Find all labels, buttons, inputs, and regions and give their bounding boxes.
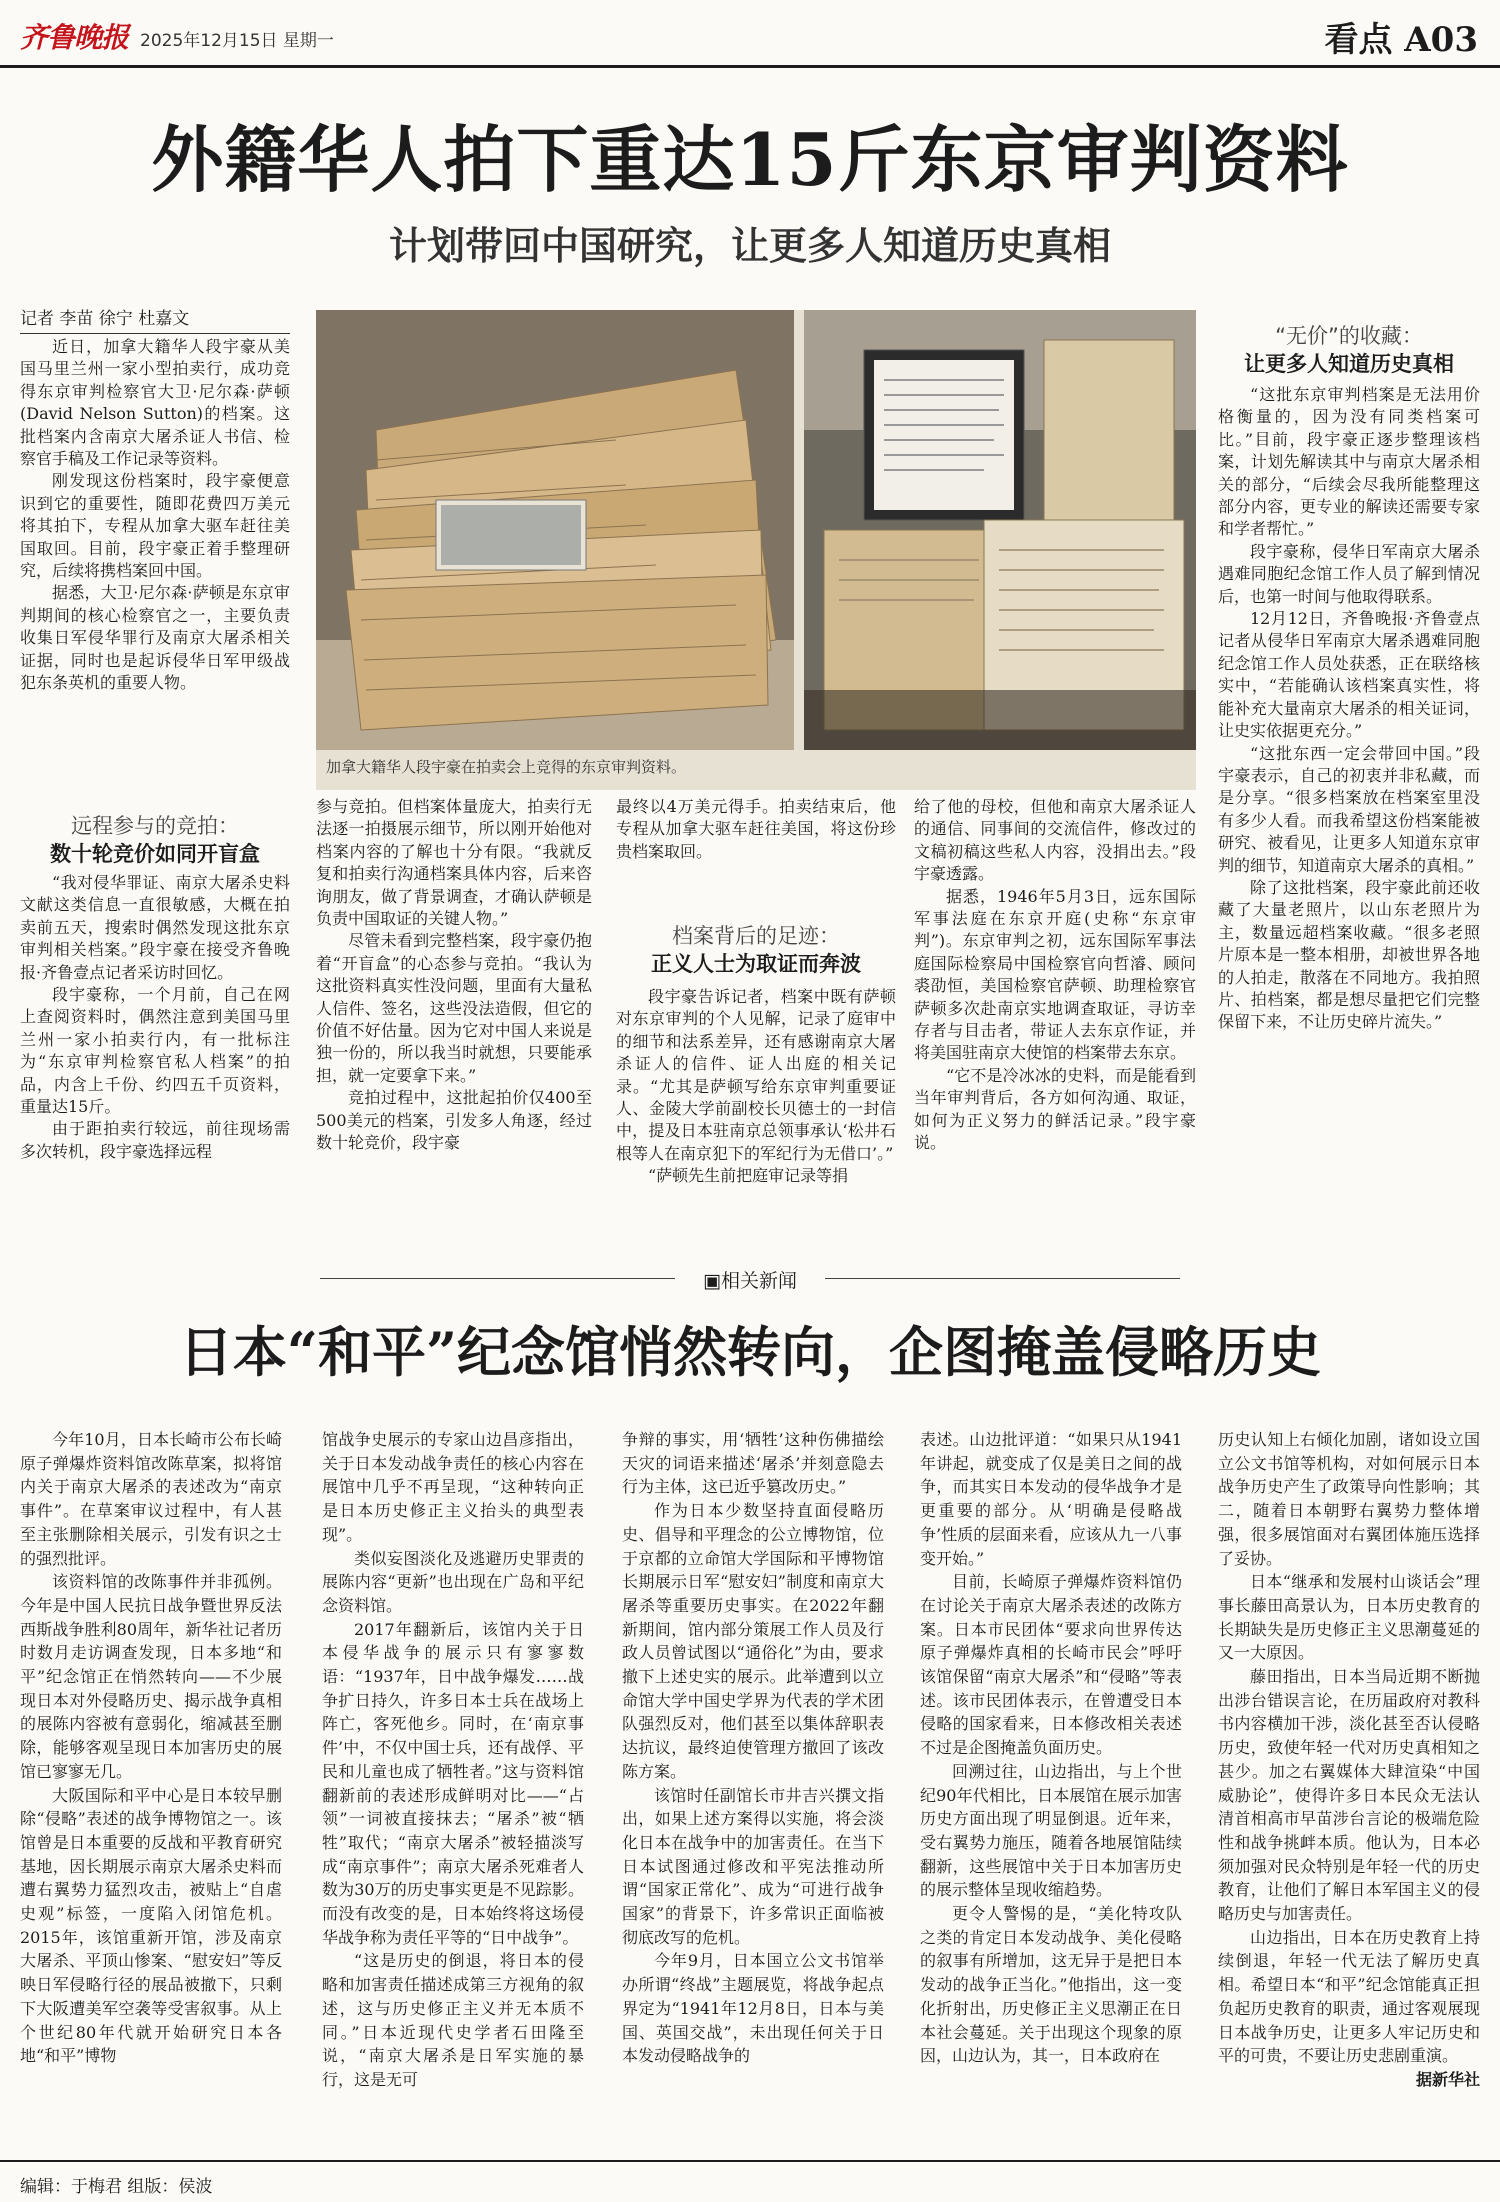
paragraph: 据悉，1946年5月3日，远东国际军事法庭在东京开庭(史称“东京审判”)。东京审判之初，远东国际军事法庭国际检察局中国检察官向哲濬、顾问裘劭恒，美国检察官萨顿、助理检察官萨顿多次赴南京实地调查取证，寻访幸存者与目击者，带证人去东京作证，并将美国驻南京大使馆的档案带去东京。 xyxy=(914,886,1196,1063)
article-column-4 xyxy=(914,796,1196,1222)
editor-footer xyxy=(0,2160,1500,2202)
related-column-5 xyxy=(1218,1428,1480,2138)
square-icon: ▣ xyxy=(703,1270,721,1292)
divider-line xyxy=(320,1278,675,1279)
divider-line xyxy=(825,1278,1180,1279)
paragraph: 由于距拍卖行较远，前往现场需多次转机，段宇豪选择远程 xyxy=(20,1119,290,1161)
paragraph: “这是历史的倒退，将日本的侵略和加害责任描述成第三方视角的叙述，这与历史修正主义并无本质不同。”日本近现代史学者石田隆至说，“南京大屠杀是日军实施的暴行，这是无可 xyxy=(322,1951,584,2089)
related-news-label xyxy=(690,1266,810,1293)
paragraph: 日本“继承和发展村山谈话会”理事长藤田高景认为，日本历史教育的长期缺失是历史修正主义思潮蔓延的又一大原因。 xyxy=(1218,1572,1480,1663)
paragraph: 据悉，大卫·尼尔森·萨顿是东京审判期间的核心检察官之一，主要负责收集日军侵华罪行及南京大屠杀相关证据，同时也是起诉侵华日军甲级战犯东条英机的重要人物。 xyxy=(20,583,290,693)
related-column-1 xyxy=(20,1428,282,2138)
archive-stack-photo xyxy=(316,310,794,750)
paragraph: 大阪国际和平中心是日本较早删除“侵略”表述的战争博物馆之一。该馆曾是日本重要的反战和平教育研究基地，因长期展示南京大屠杀史料而遭右翼势力猛烈攻击，被贴上“自虐史观”标签，一度陷入闭馆危机。2015年，该馆重新开馆，涉及南京大屠杀、平顶山惨案、“慰安妇”等反映日军侵略行径的展品被撤下，只剩下大阪遭美军空袭等受害叙事。从上个世纪80年代就开始研究日本各地“和平”博物 xyxy=(20,1785,282,2066)
article-column-1a xyxy=(20,336,290,812)
paragraph: 争辩的事实，用‘牺牲’这种伤佛描绘天灾的词语来描述‘屠杀’并刻意隐去行为主体，这已近乎篡改历史。” xyxy=(622,1430,884,1497)
paragraph: 山边指出，日本在历史教育上持续倒退，年轻一代无法了解历史真相。希望日本“和平”纪念馆能真正担负起历史教育的职责，通过客观展现日本战争历史，让更多人牢记历史和平的可贵，不要让历史悲剧重演。 xyxy=(1218,1927,1480,2066)
paragraph: 尽管未看到完整档案，段宇豪仍抱着“开盲盒”的心态参与竞拍。“我认为这批资料真实性没问题，里面有大量私人信件、签名，这些没法造假，但它的价值不好估量。因为它对中国人来说是独一份的，所以我当时就想，只要能承担，就一定要拿下来。” xyxy=(316,931,592,1085)
article-column-1b xyxy=(20,872,290,1222)
paragraph: 最终以4万美元得手。拍卖结束后，他专程从加拿大驱车赶往美国，将这份珍贵档案取回。 xyxy=(616,797,896,861)
paragraph: 竞拍过程中，这批起拍价仅400至500美元的档案，引发多人角逐，经过数十轮竞价，段宇豪 xyxy=(316,1088,592,1153)
photo-block xyxy=(316,310,1196,790)
related-column-2 xyxy=(322,1428,584,2138)
related-column-3 xyxy=(622,1428,884,2138)
section-heading-3 xyxy=(1218,322,1480,378)
photo-caption: 加拿大籍华人段宇豪在拍卖会上竞得的东京审判资料。 xyxy=(326,758,687,776)
paragraph: 目前，长崎原子弹爆炸资料馆仍在讨论关于南京大屠杀表述的改陈方案。日本市民团体“要求向世界传达原子弹爆炸真相的长崎市民会”呼吁该馆保留“南京大屠杀”和“侵略”等表述。该市民团体表示，在曾遭受日本侵略的国家看来，日本修改相关表述不过是企图掩盖负面历史。 xyxy=(920,1572,1182,1758)
main-headline: 外籍华人拍下重达15斤东京审判资料 xyxy=(151,117,1349,202)
paragraph: “这批东京审判档案是无法用价格衡量的，因为没有同类档案可比。”目前，段宇豪正逐步整理该档案，计划先解读其中与南京大屠杀相关的部分，“后续会尽我所能整理这部分内容，更专业的解读还需要专家和学者帮忙。” xyxy=(1218,385,1480,539)
paragraph: 近日，加拿大籍华人段宇豪从美国马里兰州一家小型拍卖行，成功竞得东京审判检察官大卫·尼尔森·萨顿(David Nelson Sutton)的档案。这批档案内含南京大屠杀证人书信、检察官手稿及工作记录等资料。 xyxy=(20,337,290,469)
section-kicker: “无价”的收藏： xyxy=(1275,324,1423,348)
paragraph: “它不是冷冰冰的史料，而是能看到当年审判背后，各方如何沟通、取证，如何为正义努力的鲜活记录。”段宇豪说。 xyxy=(914,1065,1196,1153)
related-headline: 日本“和平”纪念馆悄然转向，企图掩盖侵略历史 xyxy=(178,1320,1322,1384)
paragraph: “我对侵华罪证、南京大屠杀史料文献这类信息一直很敏感，大概在拍卖前五天，搜索时偶然发现这批东京审判相关档案。”段宇豪在接受齐鲁晚报·齐鲁壹点记者采访时回忆。 xyxy=(20,873,290,982)
sub-headline: 计划带回中国研究，让更多人知道历史真相 xyxy=(388,224,1111,268)
paragraph: 藤田指出，日本当局近期不断抛出涉台错误言论，在历届政府对教科书内容横加干涉，淡化甚至否认侵略历史，致使年轻一代对历史真相知之甚少。加之右翼媒体大肆渲染“中国威胁论”，使得许多日本民众无法认清首相高市早苗涉台言论的极端危险性和战争挑衅本质。他认为，日本必须加强对民众特别是年轻一代的历史教育，让他们了解日本军国主义的侵略历史与加害责任。 xyxy=(1218,1667,1480,1924)
paragraph: 给了他的母校，但他和南京大屠杀证人的通信、同事间的交流信件，修改过的文稿初稿这些私人内容，没捐出去。”段宇豪透露。 xyxy=(914,797,1196,884)
related-news-divider xyxy=(320,1266,1180,1292)
paragraph: 今年9月，日本国立公文书馆举办所谓“终战”主题展览，将战争起点界定为“1941年12月8日，日本与美国、英国交战”，未出现任何关于日本发动侵略战争的 xyxy=(622,1951,884,2066)
paragraph: 馆战争史展示的专家山边昌彦指出，关于日本发动战争责任的核心内容在展馆中几乎不再呈现，“这种转向正是日本历史修正主义抬头的典型表现”。 xyxy=(322,1430,584,1544)
article-column-3b xyxy=(616,986,896,1222)
paragraph: 2017年翻新后，该馆内关于日本侵华战争的展示只有寥寥数语：“1937年，日中战争爆发……战争扩日持久，许多日本士兵在战场上阵亡，客死他乡。同时，在‘南京事件’中，不仅中国士兵，还有战俘、平民和儿童也成了牺牲者。”这与资料馆翻新前的表述形成鲜明对比——“占领”一词被直接抹去；“屠杀”被“牺牲”取代；“南京大屠杀”被轻描淡写成“南京事件”；南京大屠杀死难者人数为30万的历史事实更是不见踪影。而没有改变的是，日本始终将这场侵华战争称为责任平等的“日中战争”。 xyxy=(322,1619,584,1947)
paragraph: 该馆时任副馆长市井吉兴撰文指出，如果上述方案得以实施，将会淡化日本在战争中的加害责任。在当下日本试图通过修改和平宪法推动所谓“国家正常化”、成为“可进行战争国家”的背景下，许多常识正面临被彻底改写的危机。 xyxy=(622,1785,884,1947)
masthead xyxy=(0,0,1500,68)
article-column-5 xyxy=(1218,384,1480,1222)
paragraph: 段宇豪称，一个月前，自己在网上查阅资料时，偶然注意到美国马里兰州一家小拍卖行内，有一批标注为“东京审判检察官私人档案”的拍品，内含上千份、约四五千页资料，重量达15斤。 xyxy=(20,985,290,1117)
page-section-label: 看点 A03 xyxy=(1324,20,1478,60)
news-source: 据新华社 xyxy=(1415,2069,1480,2089)
paragraph: 回溯过往，山边指出，与上个世纪90年代相比，日本展馆在展示加害历史方面出现了明显倒退。近年来，受右翼势力施压，随着各地展馆陆续翻新，这些展馆中关于日本加害历史的展示整体呈现收缩趋势。 xyxy=(920,1761,1182,1900)
archive-documents-photo xyxy=(804,310,1196,750)
paragraph: “萨顿先生前把庭审记录等捐 xyxy=(648,1166,849,1186)
paragraph: 段宇豪称，侵华日军南京大屠杀遇难同胞纪念馆工作人员了解到情况后，也第一时间与他取得联系。 xyxy=(1218,541,1480,606)
paragraph: 今年10月，日本长崎市公布长崎原子弹爆炸资料馆改陈草案，拟将馆内关于南京大屠杀的表述改为“南京事件”。在草案审议过程中，有人甚至主张删除相关展示，引发有识之士的强烈批评。 xyxy=(20,1430,282,1568)
paragraph: “这批东西一定会带回中国。”段宇豪表示，自己的初衷并非私藏，而是分享。“很多档案放在档案室里没有多少人看。而我希望这份档案能被研究、被看见，让更多人知道东京审判的细节，知道南京大屠杀的真相。” xyxy=(1218,743,1480,875)
paragraph: 类似妄图淡化及逃避历史罪责的展陈内容“更新”也出现在广岛和平纪念资料馆。 xyxy=(322,1548,584,1615)
paragraph: 12月12日，齐鲁晚报·齐鲁壹点记者从侵华日军南京大屠杀遇难同胞纪念馆工作人员处获悉，正在联络核实中，“若能确认该档案真实性，将能补充大量南京大屠杀的相关证词，让史实依据更充分。” xyxy=(1218,609,1480,741)
publication-date: 2025年12月15日 星期一 xyxy=(140,31,334,51)
paragraph: 作为日本少数坚持直面侵略历史、倡导和平理念的公立博物馆，位于京都的立命馆大学国际和平博物馆长期展示日军“慰安妇”制度和南京大屠杀等重要历史事实。在2022年翻新期间，馆内部分策展工作人员及行政人员曾试图以“通俗化”为由，要求撤下上述史实的展示。此举遭到以立命馆大学中国史学界为代表的学术团队强烈反对，他们甚至以集体辞职表达抗议，最终迫使管理方撤回了该改陈方案。 xyxy=(622,1501,884,1781)
paragraph: 除了这批档案，段宇豪此前还收藏了大量老照片，以山东老照片为主，数量远超档案收藏。“很多老照片原本是一整本相册，却被世界各地的人拍走，散落在不同地方。我拍照片、拍档案，都是想尽量把它们完整保留下来，不让历史碎片流失。” xyxy=(1218,877,1480,1032)
section-deck: 让更多人知道历史真相 xyxy=(1244,351,1454,376)
paragraph: 历史认知上右倾化加剧，诸如设立国立公文书馆等机构，对如何展示日本战争历史产生了政策导向性影响；其二，随着日本朝野右翼势力整体增强，很多展馆面对右翼团体施压选择了妥协。 xyxy=(1218,1430,1480,1568)
byline: 记者 李苗 徐宁 杜嘉文 xyxy=(20,304,290,334)
section-deck: 数十轮竞价如同开盲盒 xyxy=(50,841,260,866)
related-news-text: 相关新闻 xyxy=(720,1270,797,1292)
section-heading-1 xyxy=(20,812,290,868)
paragraph: 该资料馆的改陈事件并非孤例。今年是中国人民抗日战争暨世界反法西斯战争胜利80周年，新华社记者历时数月走访调查发现，日本多地“和平”纪念馆正在悄然转向——不少展现日本对外侵略历史、揭示战争真相的展陈内容被有意弱化，缩减甚至删除，能够客观呈现日本加害历史的展馆已寥寥无几。 xyxy=(20,1572,282,1781)
paragraph: 更令人警惕的是，“美化特攻队之类的肯定日本发动战争、美化侵略的叙事有所增加，这无异于是把日本发动的战争正当化。”他指出，这一变化折射出，历史修正主义思潮正在日本社会蔓延。关于出现这个现象的原因，山边认为，其一，日本政府在 xyxy=(920,1904,1182,2066)
paragraph: 段宇豪告诉记者，档案中既有萨顿对东京审判的个人见解，记录了庭审中的细节和法系差异，还有感谢南京大屠杀证人的信件、证人出庭的相关记录。“尤其是萨顿写给东京审判重要证人、金陵大学前副校长贝德士的一封信中，提及日本驻南京总领事承认‘松井石根等人在南京犯下的军纪行为无借口’。” xyxy=(616,987,896,1163)
article-column-3a xyxy=(616,796,896,918)
paragraph: 刚发现这份档案时，段宇豪便意识到它的重要性，随即花费四万美元将其拍下，专程从加拿大驱车赶往美国取回。目前，段宇豪正着手整理研究，后续将携档案回中国。 xyxy=(20,471,290,581)
paragraph: 表述。山边批评道：“如果只从1941年讲起，就变成了仅是美日之间的战争，而其实日本发动的侵华战争才是更重要的部分。从‘明确是侵略战争’性质的层面来看，应该从九一八事变开始。” xyxy=(920,1430,1182,1568)
section-deck: 正义人士为取证而奔波 xyxy=(651,951,861,976)
editor-credits: 编辑：于梅君 组版：侯波 xyxy=(20,2177,213,2197)
section-kicker: 远程参与的竞拍： xyxy=(71,814,239,838)
section-heading-2 xyxy=(616,922,896,978)
section-kicker: 档案背后的足迹： xyxy=(672,924,840,948)
newspaper-logo: 齐鲁晚报 xyxy=(20,21,129,54)
article-column-2 xyxy=(316,796,592,1224)
related-column-4 xyxy=(920,1428,1182,2138)
paragraph: 参与竞拍。但档案体量庞大，拍卖行无法逐一拍摄展示细节，所以刚开始他对档案内容的了解也十分有限。“我就反复和拍卖行沟通档案具体内容，后来咨询朋友，做了背景调查，才确认萨顿是负责中国取证的关键人物。” xyxy=(316,797,592,929)
